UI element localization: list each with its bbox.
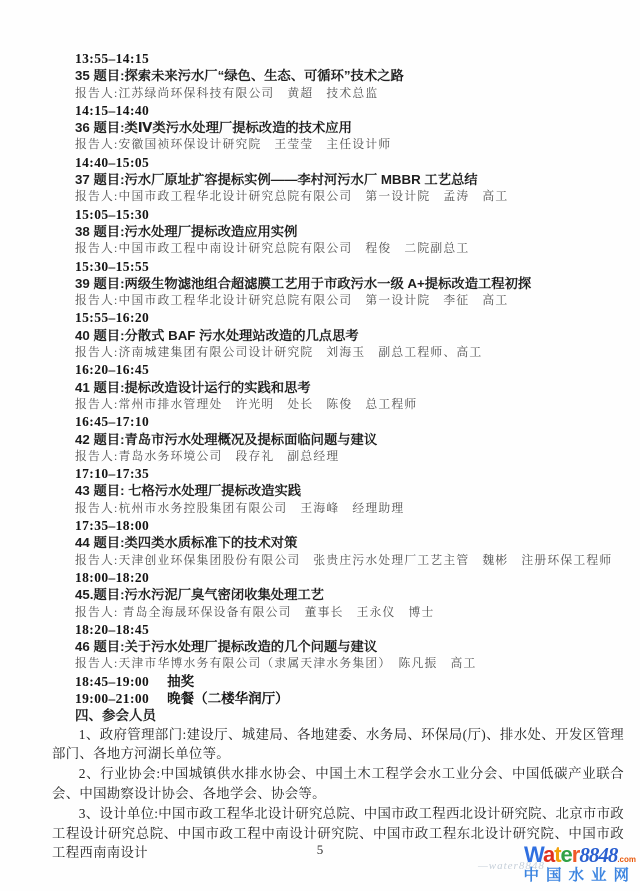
session-time: 17:10–17:35 (75, 466, 150, 482)
session-title: 46 题目:关于污水处理厂提标改造的几个问题与建议 (75, 639, 378, 655)
logo-letter: t (554, 842, 561, 867)
session-item (75, 50, 624, 102)
page-number: 5 (316, 842, 324, 857)
agenda-schedule (75, 50, 624, 725)
session-title: 42 题目:青岛市污水处理概况及提标面临问题与建议 (75, 431, 378, 447)
logo-tld: .com (617, 855, 636, 864)
event-label: 抽奖 (167, 673, 195, 689)
session-reporter: 报告人:杭州市水务控股集团有限公司 王海峰 经理助理 (75, 500, 405, 515)
session-time: 14:40–15:05 (75, 154, 150, 170)
session-item (75, 569, 624, 621)
event-lottery (75, 673, 624, 690)
session-title: 44 题目:类四类水质标准下的技术对策 (75, 535, 298, 551)
session-time: 15:55–16:20 (75, 310, 150, 326)
session-title: 39 题目:两级生物滤池组合超滤膜工艺用于市政污水一级 A+提标改造工程初探 (75, 275, 532, 291)
session-title: 38 题目:污水处理厂提标改造应用实例 (75, 223, 298, 239)
session-item (75, 258, 624, 310)
session-title: 41 题目:提标改造设计运行的实践和思考 (75, 379, 311, 395)
session-reporter: 报告人:济南城建集团有限公司设计研究院 刘海玉 副总工程师、高工 (75, 345, 483, 360)
session-reporter: 报告人:中国市政工程中南设计研究总院有限公司 程俊 二院副总工 (75, 241, 470, 256)
session-item (75, 413, 624, 465)
participants-paragraph-government: 1、政府管理部门:建设厅、城建局、各地建委、水务局、环保局(厅)、排水处、开发区管理部门、各地方河湖长单位等。 (52, 726, 624, 762)
session-time: 14:15–14:40 (75, 102, 150, 118)
session-time: 15:30–15:55 (75, 258, 150, 274)
session-item (75, 206, 624, 258)
session-time: 17:35–18:00 (75, 518, 150, 534)
page-content (52, 50, 624, 863)
logo-chinese-name: 中国水业网 (523, 867, 636, 884)
logo-wordmark (486, 844, 636, 866)
session-time: 13:55–14:15 (75, 51, 150, 66)
logo-letter: W (523, 842, 543, 867)
participants-paragraph-associations: 2、行业协会:中国城镇供水排水协会、中国土木工程学会水工业分会、中国低碳产业联合会、中国勘察设计协会、各地学会、协会等。 (52, 766, 624, 801)
event-label: 晚餐（二楼华润厅） (167, 690, 289, 706)
session-title: 40 题目:分散式 BAF 污水处理站改造的几点思考 (75, 327, 359, 343)
session-reporter: 报告人:安徽国祯环保设计研究院 王莹莹 主任设计师 (75, 137, 392, 152)
session-reporter: 报告人:天津市华博水务有限公司（隶属天津水务集团） 陈凡振 高工 (75, 656, 477, 671)
session-reporter: 报告人:天津创业环保集团股份有限公司 张贵庄污水处理厂工艺主管 魏彬 注册环保工程师 (75, 552, 613, 567)
session-time: 18:20–18:45 (75, 621, 150, 637)
session-item (75, 465, 624, 517)
session-item (75, 102, 624, 154)
session-item (75, 517, 624, 569)
session-title: 36 题目:类Ⅳ类污水处理厂提标改造的技术应用 (75, 120, 352, 136)
participants-paragraph-design-institutes: 3、设计单位:中国市政工程华北设计研究总院、中国市政工程西北设计研究院、北京市市政工程设计研究总院、中国市政工程中南设计研究院、中国市政工程东北设计研究院、中国市政工程西南南设计 (52, 805, 624, 861)
session-reporter: 报告人:青岛水务环境公司 段存礼 副总经理 (75, 448, 340, 463)
session-time: 16:45–17:10 (75, 414, 150, 430)
session-reporter: 报告人:江苏绿尚环保科技有限公司 黄超 技术总监 (75, 85, 379, 100)
event-dinner (75, 690, 624, 707)
water8848-logo (478, 842, 636, 884)
logo-letter: r (571, 842, 580, 867)
session-time: 15:05–15:30 (75, 206, 150, 222)
session-title: 45.题目:污水污泥厂臭气密闭收集处理工艺 (75, 587, 324, 603)
session-item (75, 154, 624, 206)
session-time: 18:00–18:20 (75, 569, 150, 585)
session-reporter: 报告人: 青岛全海晟环保设备有限公司 董事长 王永仪 博士 (75, 604, 435, 619)
session-reporter: 报告人:中国市政工程华北设计研究总院有限公司 第一设计院 李征 高工 (75, 293, 509, 308)
session-reporter: 报告人:常州市排水管理处 许光明 处长 陈俊 总工程师 (75, 396, 418, 411)
session-reporter: 报告人:中国市政工程华北设计研究总院有限公司 第一设计院 孟涛 高工 (75, 189, 509, 204)
event-time: 18:45–19:00 (75, 673, 150, 689)
logo-letter: e (560, 842, 572, 867)
session-title: 37 题目:污水厂原址扩容提标实例——李村河污水厂 MBBR 工艺总结 (75, 172, 478, 188)
event-time: 19:00–21:00 (75, 690, 150, 706)
session-title: 43 题目: 七格污水处理厂提标改造实践 (75, 483, 302, 499)
session-item (75, 309, 624, 361)
session-time: 16:20–16:45 (75, 362, 150, 378)
logo-letter: a (542, 842, 555, 867)
session-title: 35 题目:探索未来污水厂“绿色、生态、可循环”技术之路 (75, 68, 404, 84)
session-item (75, 621, 624, 673)
session-item (75, 361, 624, 413)
logo-number: 8848 (579, 843, 618, 867)
section-heading-participants: 四、参会人员 (75, 708, 156, 724)
logo-watermark-text: —water8848 (478, 860, 545, 872)
